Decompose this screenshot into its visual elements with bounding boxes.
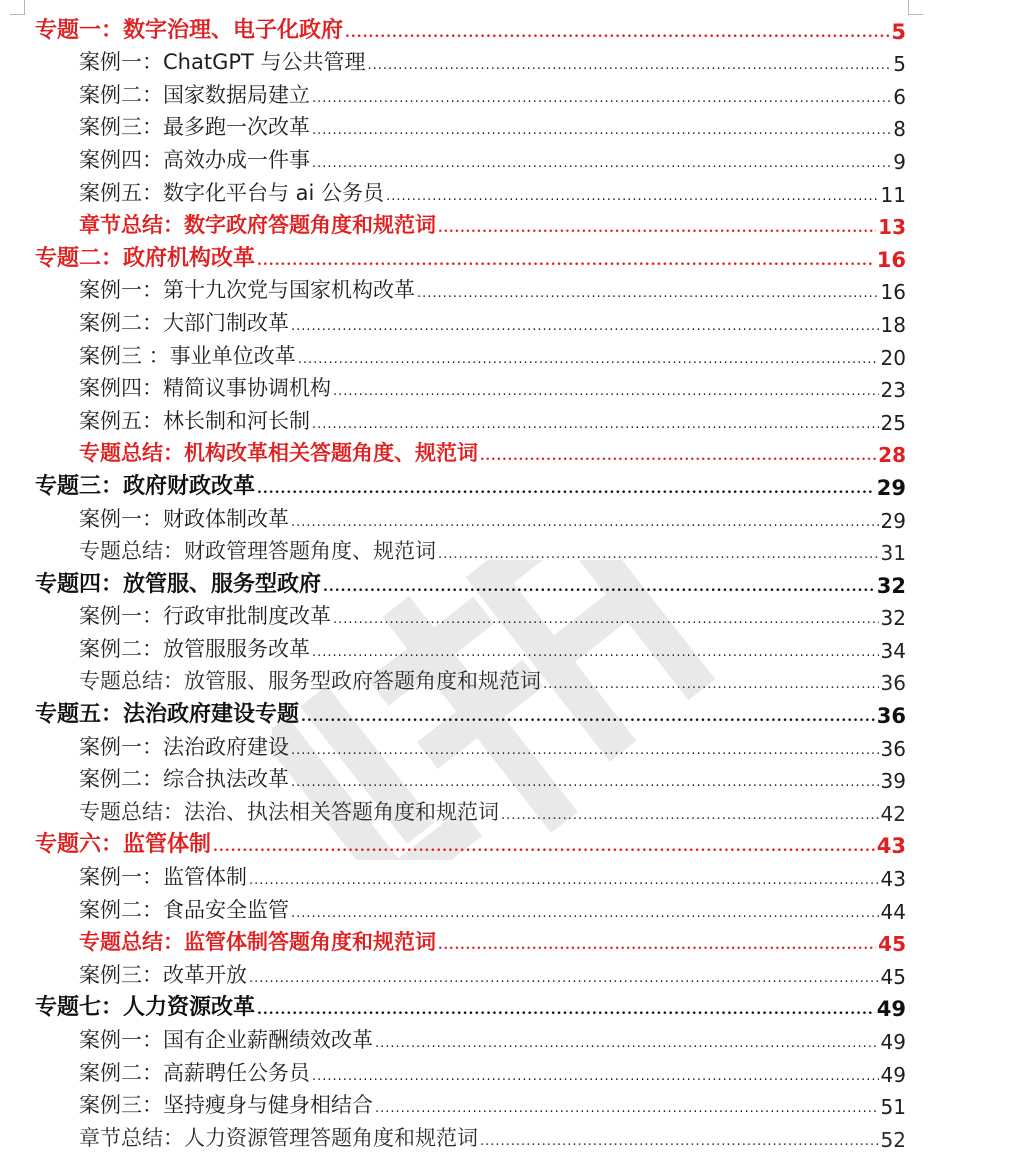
toc-dot-leader [323,580,875,594]
toc-page-number: 49 [876,997,906,1022]
toc-dot-leader [312,418,879,431]
toc-dot-leader [333,385,879,398]
toc-sub-entry[interactable] [0,275,1010,308]
toc-entry-title: 案例二：大部门制改革 [79,310,289,335]
toc-sub-entry[interactable] [0,927,1010,960]
toc-entry-title: 案例二：高薪聘任公务员 [79,1060,310,1085]
toc-entry-title: 案例四：精简议事协调机构 [79,376,331,401]
toc-sub-entry[interactable] [0,177,1010,210]
toc-page-number: 39 [880,769,906,794]
toc-sub-entry[interactable] [0,894,1010,927]
toc-sub-entry[interactable] [0,666,1010,699]
toc-sub-entry[interactable] [0,438,1010,471]
toc-dot-leader [501,809,879,822]
toc-dot-leader [386,190,878,203]
toc-sub-entry[interactable] [0,112,1010,145]
toc-dot-leader [417,287,879,300]
toc-entry-title: 专题二：政府机构改革 [35,244,256,271]
toc-sub-entry[interactable] [0,959,1010,992]
toc-entry-title: 专题总结：法治、执法相关答题角度和规范词 [79,799,499,824]
toc-sub-entry[interactable] [0,405,1010,438]
toc-page-number: 52 [880,1127,906,1152]
toc-sub-entry[interactable] [0,1024,1010,1057]
toc-heading-entry[interactable] [0,470,1010,503]
toc-page-number: 28 [878,443,906,468]
toc-page-number: 36 [880,671,906,696]
toc-dot-leader [438,548,879,561]
toc-dot-leader [312,124,891,137]
toc-entry-title: 案例四：高效办成一件事 [79,147,310,172]
toc-page-number: 20 [880,345,906,370]
toc-dot-leader [312,1070,879,1083]
toc-page-number: 45 [878,932,906,957]
toc-sub-entry[interactable] [0,1090,1010,1123]
toc-sub-entry[interactable] [0,340,1010,373]
toc-page-number: 43 [880,867,906,892]
toc-entry-title: 案例二：综合执法改革 [79,767,289,792]
toc-entry-title: 案例二：食品安全监管 [79,897,289,922]
toc-page-number: 16 [880,280,906,305]
toc-dot-leader [375,1102,879,1115]
toc-entry-title: 案例五：林长制和河长制 [79,408,310,433]
toc-page-number: 42 [880,801,906,826]
toc-entry-title: 案例一：国有企业薪酬绩效改革 [79,1028,373,1052]
toc-dot-leader [375,1037,879,1050]
page-corner-mark-left [10,0,25,15]
toc-dot-leader [291,776,879,789]
toc-page-number: 51 [880,1095,906,1120]
toc-entry-title: 章节总结：数字政府答题角度和规范词 [79,212,436,238]
toc-dot-leader [291,516,879,529]
toc-dot-leader [312,92,891,105]
toc-sub-entry[interactable] [0,144,1010,177]
toc-page-number: 49 [880,1062,906,1087]
toc-dot-leader [438,939,876,952]
toc-entry-title: 专题总结：机构改革相关答题角度、规范词 [79,440,478,466]
toc-sub-entry[interactable] [0,307,1010,340]
toc-dot-leader [257,1003,875,1017]
toc-sub-entry[interactable] [0,503,1010,536]
toc-dot-leader [291,320,879,333]
toc-page-number: 5 [891,19,906,44]
toc-entry-title: 专题四：放管服、服务型政府 [35,570,322,597]
toc-dot-leader [257,254,875,268]
toc-sub-entry[interactable] [0,1057,1010,1090]
toc-entry-title: 案例一：监管体制 [79,865,247,890]
toc-sub-entry[interactable] [0,79,1010,112]
toc-page-number: 8 [893,117,906,142]
toc-page-number: 45 [880,964,906,989]
toc-entry-title: 专题一：数字治理、电子化政府 [35,16,344,43]
toc-dot-leader [213,840,875,854]
toc-entry-title: 案例二：国家数据局建立 [79,82,310,107]
toc-entry-title: 专题总结：财政管理答题角度、规范词 [79,539,436,564]
toc-heading-entry[interactable] [0,698,1010,731]
toc-page-number: 25 [880,410,906,435]
toc-page-number: 36 [880,736,906,761]
toc-sub-entry[interactable] [0,373,1010,406]
toc-entry-title: 案例三 ：事业单位改革 [79,343,296,368]
toc-dot-leader [298,353,879,366]
toc-heading-entry[interactable] [0,992,1010,1025]
toc-entry-title: 章节总结：人力资源管理答题角度和规范词 [79,1125,478,1150]
toc-sub-entry[interactable] [0,1122,1010,1155]
toc-entry-title: 案例一：ChatGPT 与公共管理 [79,50,366,75]
page-corner-mark-right [908,0,923,15]
table-of-contents [0,14,1010,1155]
toc-heading-entry[interactable] [0,242,1010,275]
toc-page-number: 18 [880,312,906,337]
toc-heading-entry[interactable] [0,14,1010,47]
toc-heading-entry[interactable] [0,829,1010,862]
toc-sub-entry[interactable] [0,601,1010,634]
toc-dot-leader [249,972,879,985]
toc-sub-entry[interactable] [0,764,1010,797]
toc-sub-entry[interactable] [0,796,1010,829]
toc-page-number: 13 [878,215,906,240]
toc-sub-entry[interactable] [0,47,1010,80]
toc-dot-leader [257,482,875,496]
toc-heading-entry[interactable] [0,568,1010,601]
toc-sub-entry[interactable] [0,731,1010,764]
toc-dot-leader [438,222,876,235]
toc-entry-title: 案例三：坚持瘦身与健身相结合 [79,1093,373,1118]
toc-page-number: 29 [880,508,906,533]
toc-entry-title: 专题总结：监管体制答题角度和规范词 [79,929,436,955]
toc-page-number: 44 [880,899,906,924]
toc-page-number: 29 [876,475,906,500]
toc-page-number: 32 [876,573,906,598]
toc-entry-title: 案例一：财政体制改革 [79,506,289,531]
toc-page-number: 9 [893,149,906,174]
toc-dot-leader [301,710,875,724]
toc-entry-title: 案例五：数字化平台与 ai 公务员 [79,180,385,205]
toc-page-number: 49 [880,1030,906,1054]
toc-entry-title: 专题六：监管体制 [35,831,212,858]
toc-sub-entry[interactable] [0,210,1010,243]
toc-page-number: 6 [893,84,906,109]
toc-dot-leader [312,646,879,659]
toc-page-number: 23 [880,378,906,403]
toc-entry-title: 案例一：法治政府建设 [79,734,289,759]
toc-page-number: 11 [880,182,906,207]
toc-entry-title: 案例三：最多跑一次改革 [79,115,310,140]
toc-page-number: 36 [876,704,906,729]
toc-sub-entry[interactable] [0,861,1010,894]
toc-dot-leader [345,26,889,40]
toc-entry-title: 案例一：第十九次党与国家机构改革 [79,278,415,303]
toc-entry-title: 专题总结：放管服、服务型政府答题角度和规范词 [79,669,541,694]
toc-entry-title: 专题五：法治政府建设专题 [35,701,300,728]
toc-dot-leader [291,744,879,757]
toc-page-number: 43 [876,834,906,859]
toc-page-number: 32 [880,606,906,631]
toc-dot-leader [312,157,891,170]
toc-dot-leader [291,907,879,920]
toc-dot-leader [368,59,892,72]
toc-entry-title: 案例二：放管服服务改革 [79,636,310,661]
toc-page-number: 31 [880,541,906,566]
toc-dot-leader [333,613,879,626]
toc-dot-leader [480,450,876,463]
toc-page-number: 16 [876,247,906,272]
toc-entry-title: 案例一：行政审批制度改革 [79,604,331,629]
toc-dot-leader [480,1135,879,1148]
toc-page-number: 34 [880,638,906,663]
toc-sub-entry[interactable] [0,536,1010,569]
toc-sub-entry[interactable] [0,633,1010,666]
toc-dot-leader [543,678,879,691]
toc-entry-title: 专题三：政府财政改革 [35,472,256,499]
toc-entry-title: 专题七：人力资源改革 [35,994,256,1021]
toc-entry-title: 案例三：改革开放 [79,962,247,987]
toc-dot-leader [249,874,879,887]
toc-page-number: 5 [893,52,906,77]
